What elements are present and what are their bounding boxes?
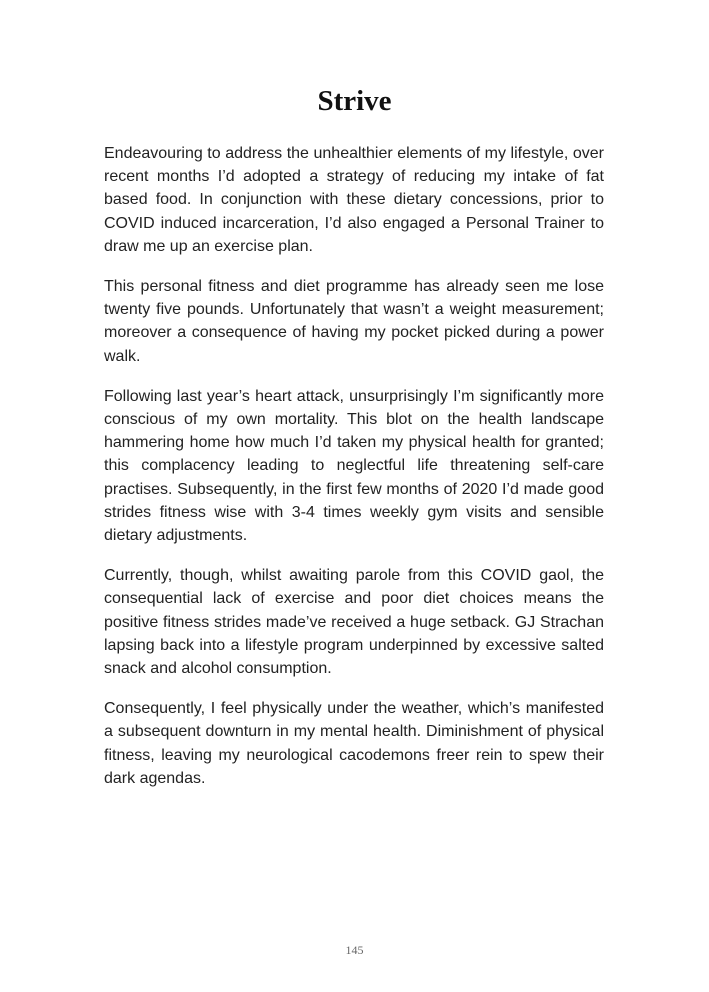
page-number: 145 — [345, 943, 364, 957]
paragraph-2: This personal fitness and diet programme has already seen me lose twenty five pounds. Unfortunately that wasn’t a weight measurement; moreover a consequence of having my pocket picked during a power walk. — [104, 278, 604, 365]
paragraph-4: Currently, though, whilst awaiting parole from this COVID gaol, the consequential lack of exercise and poor diet choices means the positive fitness strides made’ve received a huge setback. GJ Strachan lapsing back into a lifestyle program underpinned by excessive salted snack and alcohol consumption. — [104, 567, 604, 678]
body-text — [104, 142, 604, 807]
paragraph-1: Endeavouring to address the unhealthier elements of my lifestyle, over recent months I’d adopted a strategy of reducing my intake of fat based food. In conjunction with these dietary concessions, prior to COVID induced incarceration, I’d also engaged a Personal Trainer to draw me up an exercise plan. — [104, 145, 604, 255]
paragraph-5: Consequently, I feel physically under the weather, which’s manifested a subsequent downturn in my mental health. Diminishment of physical fitness, leaving my neurological cacodemons freer rein to spew their dark agendas. — [104, 700, 604, 787]
page-title: Strive — [317, 85, 392, 117]
paragraph-3: Following last year’s heart attack, unsurprisingly I’m significantly more conscious of my own mortality. This blot on the health landscape hammering home how much I’d taken my physical health for granted; this complacency leading to neglectful life threatening self-care practises. Subsequently, in the first few months of 2020 I’d made good strides fitness wise with 3-4 times weekly gym visits and sensible dietary adjustments. — [104, 387, 604, 545]
